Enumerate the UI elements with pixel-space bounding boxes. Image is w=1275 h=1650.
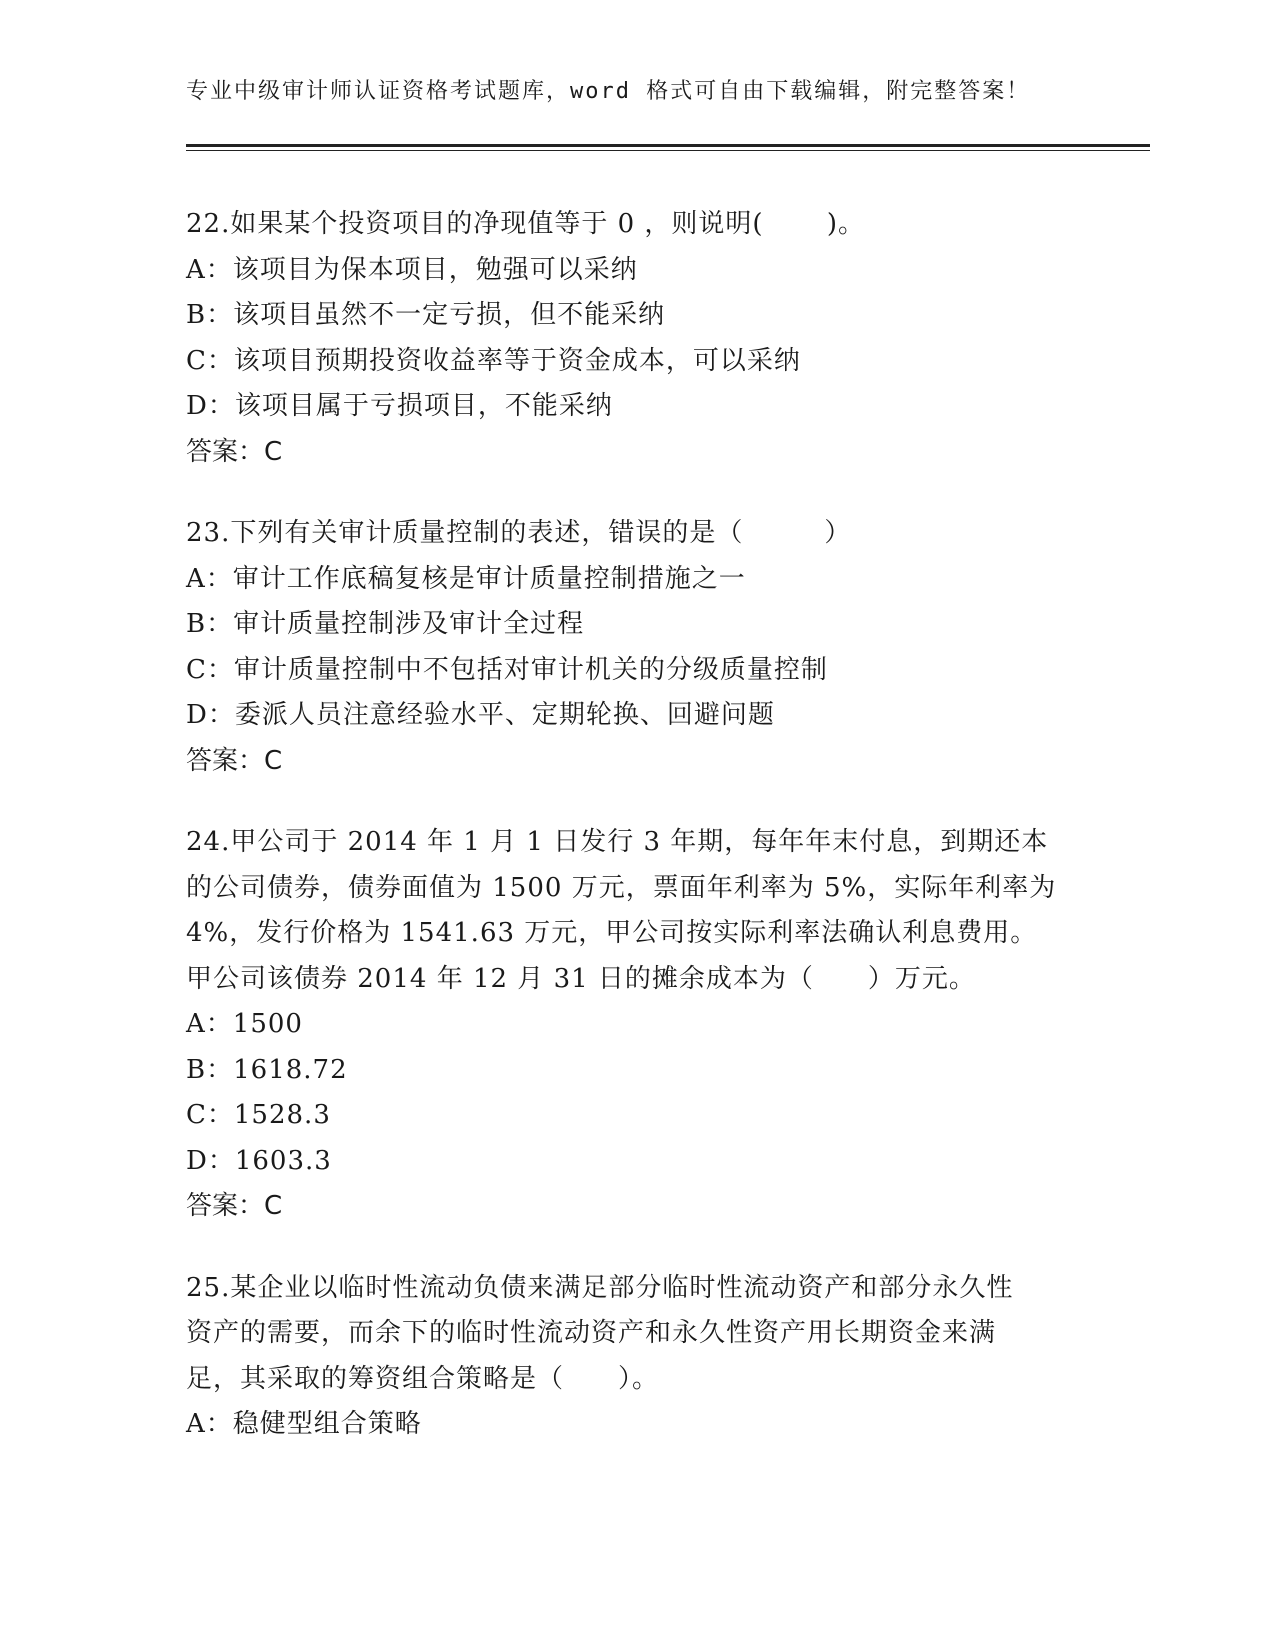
question-stem: 22.如果某个投资项目的净现值等于 0 ，则说明( )。 bbox=[186, 209, 865, 239]
question-stem-line: 资产的需要，而余下的临时性流动资产和永久性资产用长期资金来满 bbox=[186, 1318, 997, 1348]
option-a: A：稳健型组合策略 bbox=[186, 1409, 422, 1439]
option-d: D：该项目属于亏损项目，不能采纳 bbox=[186, 391, 613, 421]
page-header: 专业中级审计师认证资格考试题库，word 格式可自由下载编辑，附完整答案！ bbox=[186, 79, 1031, 104]
question-stem-line: 甲公司该债券 2014 年 12 月 31 日的摊余成本为（ ）万元。 bbox=[186, 963, 976, 994]
question-stem-line: 25.某企业以临时性流动负债来满足部分临时性流动资产和部分永久性 bbox=[186, 1272, 1014, 1303]
header-rule-thick bbox=[186, 144, 1150, 147]
question-stem-line: 的公司债券，债券面值为 1500 万元，票面年利率为 5%，实际年利率为 bbox=[186, 872, 1057, 903]
header-rule-thin bbox=[186, 150, 1150, 151]
question-stem: 23.下列有关审计质量控制的表述，错误的是（ ） bbox=[186, 518, 852, 548]
option-a: A：审计工作底稿复核是审计质量控制措施之一 bbox=[186, 563, 746, 594]
question-25 bbox=[186, 1266, 1106, 1448]
option-c: C：审计质量控制中不包括对审计机关的分级质量控制 bbox=[186, 654, 828, 685]
question-22 bbox=[186, 202, 1106, 475]
option-d: D：委派人员注意经验水平、定期轮换、回避问题 bbox=[186, 700, 775, 730]
question-list bbox=[186, 202, 1106, 1484]
option-a: A：1500 bbox=[186, 1009, 303, 1039]
answer-text: 答案：C bbox=[186, 745, 283, 776]
question-stem-line: 24.甲公司于 2014 年 1 月 1 日发行 3 年期，每年年末付息，到期还本 bbox=[186, 827, 1049, 857]
option-a: A：该项目为保本项目，勉强可以采纳 bbox=[186, 254, 638, 285]
answer-text: 答案：C bbox=[186, 1191, 283, 1221]
question-stem-line: 足，其采取的筹资组合策略是（ ）。 bbox=[186, 1363, 660, 1394]
option-d: D：1603.3 bbox=[186, 1145, 332, 1176]
question-24 bbox=[186, 820, 1106, 1230]
option-b: B：该项目虽然不一定亏损，但不能采纳 bbox=[186, 300, 666, 330]
option-b: B：1618.72 bbox=[186, 1054, 348, 1085]
option-c: C：该项目预期投资收益率等于资金成本，可以采纳 bbox=[186, 345, 801, 376]
option-c: C：1528.3 bbox=[186, 1100, 331, 1130]
answer-text: 答案：C bbox=[186, 436, 283, 467]
question-23 bbox=[186, 511, 1106, 784]
option-b: B：审计质量控制涉及审计全过程 bbox=[186, 609, 585, 639]
question-stem-line: 4%，发行价格为 1541.63 万元，甲公司按实际利率法确认利息费用。 bbox=[186, 918, 1038, 948]
